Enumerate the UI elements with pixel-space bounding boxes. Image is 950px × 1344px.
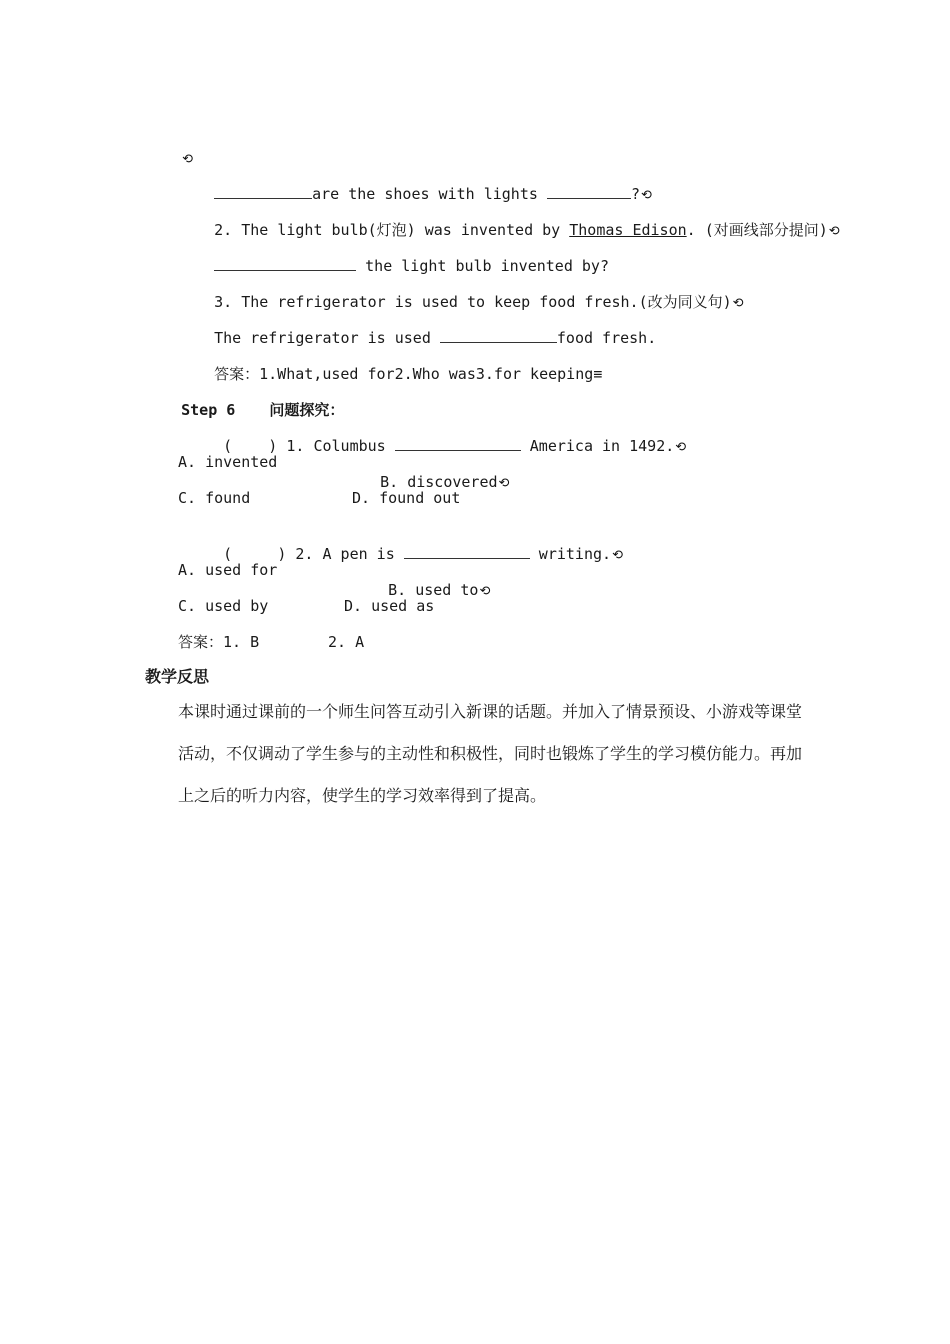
underlined-phrase: Thomas Edison [569,221,687,239]
mc-2-option-c[interactable]: C. used by [178,597,269,615]
question-2-fill-line: the light bulb invented by? [178,236,609,296]
question-3-fill-line: The refrigerator is used food fresh. [214,329,657,347]
return-mark-icon: ⟲ [828,224,840,239]
return-mark-icon: ⟲ [612,548,623,563]
reflection-body: 本课时通过课前的一个师生问答互动引入新课的话题。并加入了情景预设、小游戏等课堂活动，不仅调动了学生参与的主动性和积极性，同时也锻炼了学生的学习模仿能力。再加上之后的听力内容，使学生的学习效率得到了提高。 [178,702,803,805]
return-mark-icon: ⟲ [498,476,510,491]
answer-key-1: 答案：1.What,used for2.Who was3.for keeping≡ [214,365,603,383]
mc-2-option-a[interactable]: A. used for [178,561,278,579]
return-mark-icon: ⟲ [640,188,652,203]
answer-blank[interactable] [214,256,356,271]
return-mark-icon: ⟲ [182,152,194,167]
answer-key-2b: 2. A [328,633,365,651]
mc-2-option-d[interactable]: D. used as [344,597,435,615]
section-heading-step-6: Step 6 问题探究： [181,401,345,419]
return-mark-icon: ⟲ [479,584,491,599]
mc-question-1: ( ) 1. Columbus America in 1492.⟲ [178,416,686,478]
return-mark-icon: ⟲ [675,440,687,455]
mc-1-option-c[interactable]: C. found [178,489,251,507]
end-mark-icon: ≡ [593,365,603,383]
question-2: 2. The light bulb(灯泡) was invented by Thomas Edison. (对画线部分提问)⟲ [178,200,840,262]
question-3: 3. The refrigerator is used to keep food fresh.(改为同义句)⟲ [178,272,744,334]
answer-key-2: 答案：1. B [178,633,260,651]
mc-1-option-a[interactable]: A. invented [178,453,278,471]
return-mark-icon: ⟲ [732,296,744,311]
answer-blank[interactable] [547,184,631,199]
reflection-paragraph [145,691,815,817]
reflection-heading: 教学反思 [145,667,210,686]
answer-blank[interactable] [404,544,530,559]
mc-1-option-d[interactable]: D. found out [352,489,461,507]
answer-blank[interactable] [395,436,521,451]
question-1-fill-line: are the shoes with lights ?⟲ [178,164,652,226]
mc-2-option-b[interactable]: B. used to⟲ [352,560,490,622]
question-1-text: are the shoes with lights [312,185,547,203]
mc-question-2: ( ) 2. A pen is writing.⟲ [178,524,623,586]
mc-1-option-b[interactable]: B. discovered⟲ [344,452,509,514]
answer-blank[interactable] [214,184,312,199]
answer-blank[interactable] [440,328,557,343]
